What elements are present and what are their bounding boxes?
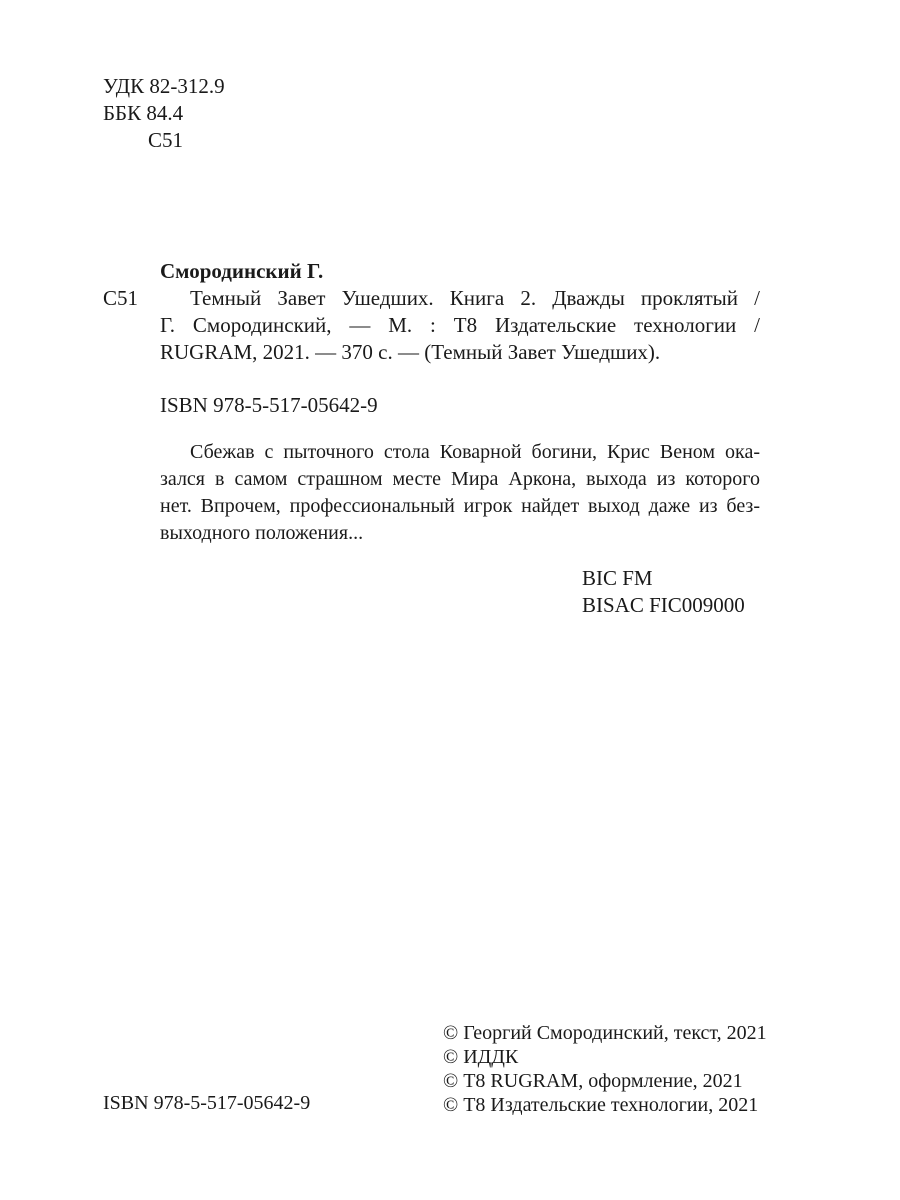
bisac-code: BISAC FIC009000 bbox=[582, 593, 745, 617]
copyright-line: © Т8 Издательские технологии, 2021 bbox=[443, 1094, 759, 1116]
description-line: RUGRAM, 2021. — 370 с. — (Темный Завет Ушедших). bbox=[160, 340, 661, 364]
author-heading: Смородинский Г. bbox=[160, 259, 324, 283]
copyright-line: © Георгий Смородинский, текст, 2021 bbox=[443, 1022, 767, 1044]
cutter-code-top: С51 bbox=[148, 128, 184, 152]
copyright-line: © ИДДК bbox=[443, 1046, 519, 1068]
udk-code: УДК 82-312.9 bbox=[103, 74, 225, 98]
bic-code: BIC FM bbox=[582, 566, 653, 590]
bbk-code: ББК 84.4 bbox=[103, 101, 184, 125]
copyright-line: © Т8 RUGRAM, оформление, 2021 bbox=[443, 1070, 743, 1092]
annotation-line: выходного положения... bbox=[160, 522, 364, 544]
isbn-footer: ISBN 978-5-517-05642-9 bbox=[103, 1092, 311, 1114]
annotation-line: зался в самом страшном месте Мира Аркона, выхода из которого bbox=[160, 468, 760, 490]
annotation-line: Сбежав с пыточного стола Коварной богини, Крис Веном ока- bbox=[190, 441, 760, 463]
annotation-line: нет. Впрочем, профессиональный игрок найдет выход даже из без- bbox=[160, 495, 760, 517]
isbn-record: ISBN 978-5-517-05642-9 bbox=[160, 393, 378, 417]
description-line: Темный Завет Ушедших. Книга 2. Дважды проклятый / bbox=[190, 286, 760, 310]
cutter-code-record: С51 bbox=[103, 286, 139, 310]
description-line: Г. Смородинский, — М. : Т8 Издательские технологии / bbox=[160, 313, 760, 337]
